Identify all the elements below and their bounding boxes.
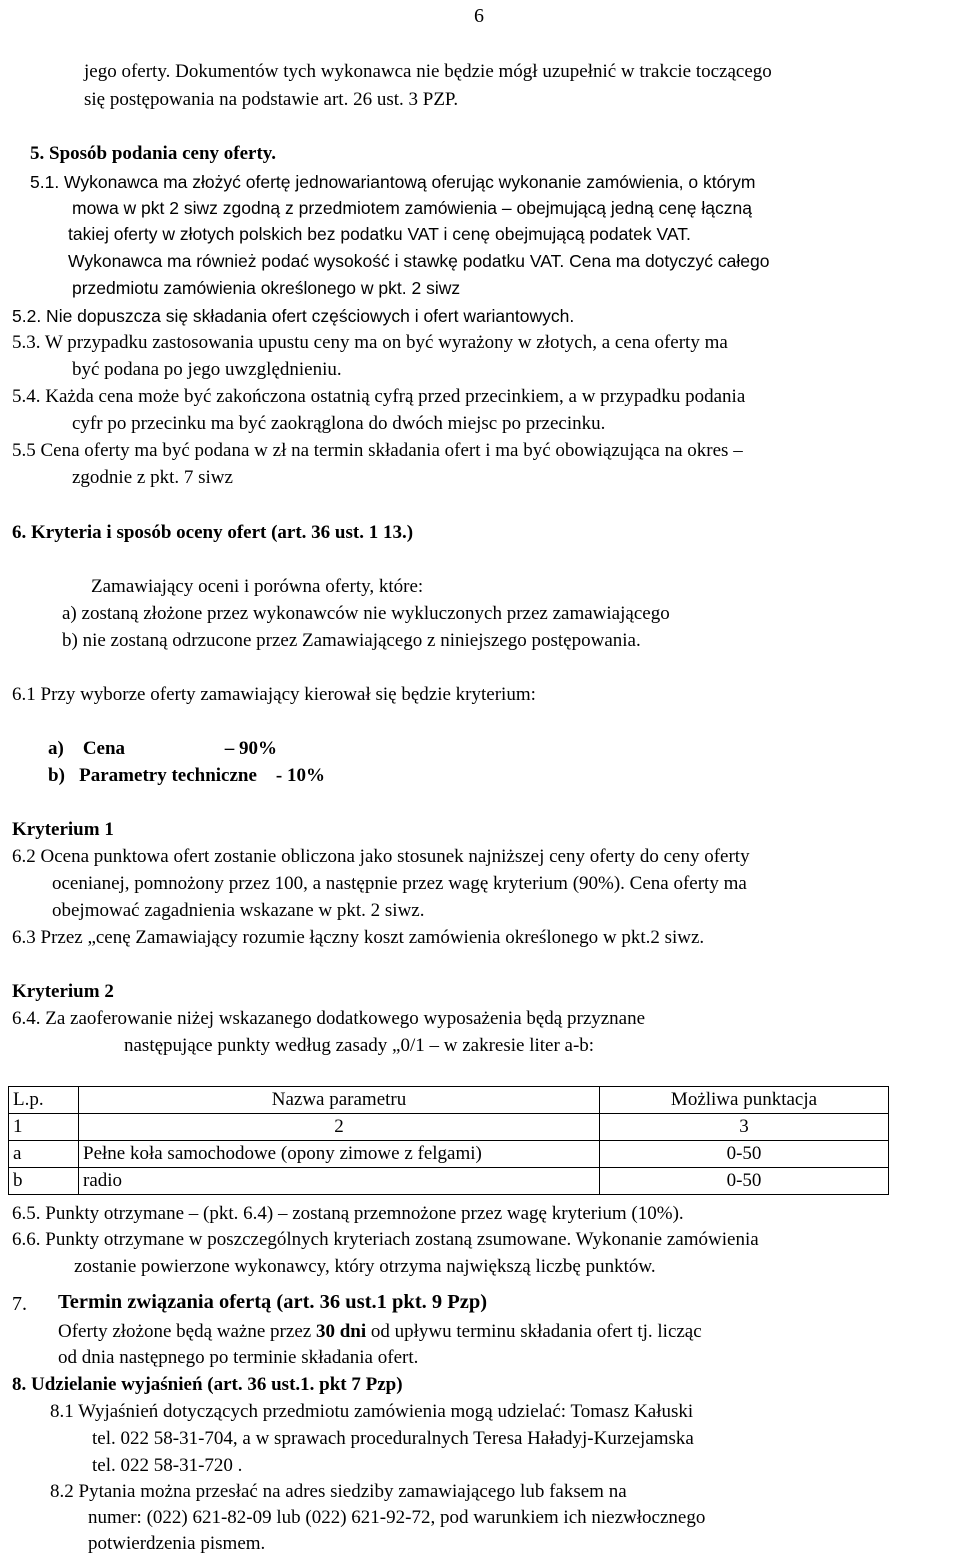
table-cell: 0-50 (600, 1168, 889, 1195)
para-6-1: 6.1 Przy wyborze oferty zamawiający kierował się będzie kryterium: (12, 684, 536, 705)
para-8-1-line-3: tel. 022 58-31-720 . (92, 1455, 243, 1476)
para-6-6-line-1: 6.6. Punkty otrzymane w poszczególnych kryteriach zostaną zsumowane. Wykonanie zamówienia (12, 1229, 759, 1250)
para-5-3-line-2: być podana po jego uwzględnieniu. (72, 359, 342, 380)
section-7-heading: Termin związania ofertą (art. 36 ust.1 pkt. 9 Pzp) (58, 1291, 488, 1313)
table-cell: 3 (600, 1114, 889, 1141)
section-7-line-1 (58, 1321, 702, 1343)
para-8-2-line-2: numer: (022) 621-82-09 lub (022) 621-92-72, pod warunkiem ich niezwłocznego (88, 1507, 706, 1528)
condition-a: a) zostaną złożone przez wykonawców nie wykluczonych przez zamawiającego (62, 603, 670, 624)
table-header-row (9, 1087, 889, 1114)
para-6-5: 6.5. Punkty otrzymane – (pkt. 6.4) – zostaną przemnożone przez wagę kryterium (10%). (12, 1203, 684, 1224)
para-6-2-line-3: obejmować zagadnienia wskazane w pkt. 2 siwz. (52, 900, 425, 921)
section-7-line-2: od dnia następnego po terminie składania ofert. (58, 1347, 419, 1368)
para-6-3: 6.3 Przez „cenę Zamawiający rozumie łączny koszt zamówienia określonego w pkt.2 siwz. (12, 927, 705, 948)
kryterium-2-heading: Kryterium 2 (12, 981, 114, 1002)
criterion-b: b) Parametry techniczne - 10% (48, 765, 326, 786)
table-cell: 2 (79, 1114, 600, 1141)
section-6-intro: Zamawiający oceni i porówna oferty, które: (91, 576, 424, 597)
para-5-1-line-2: mowa w pkt 2 siwz zgodną z przedmiotem zamówienia – obejmującą jedną cenę łączną (72, 198, 752, 218)
para-8-2-line-3: potwierdzenia pismem. (88, 1533, 266, 1554)
criterion-a: a) Cena – 90% (48, 738, 278, 759)
para-5-4-line-2: cyfr po przecinku ma być zaokrąglona do dwóch miejsc po przecinku. (72, 413, 606, 434)
table-header-cell: Nazwa parametru (79, 1087, 600, 1114)
table-cell: Pełne koła samochodowe (opony zimowe z felgami) (79, 1141, 600, 1168)
para-6-6-line-2: zostanie powierzone wykonawcy, który otrzyma największą liczbę punktów. (74, 1256, 656, 1277)
section-7-line-1-post: od upływu terminu składania ofert tj. licząc (366, 1321, 702, 1342)
para-8-1-line-2: tel. 022 58-31-704, a w sprawach proceduralnych Teresa Haładyj-Kurzejamska (92, 1428, 694, 1449)
para-5-1-line-3: takiej oferty w złotych polskich bez podatku VAT i cenę obejmującą podatek VAT. (68, 224, 691, 244)
para-6-2-line-2: ocenianej, pomnożony przez 100, a następnie przez wagę kryterium (90%). Cena oferty ma (52, 873, 747, 894)
table-cell: radio (79, 1168, 600, 1195)
table-cell: 1 (9, 1114, 79, 1141)
para-5-5-line-2: zgodnie z pkt. 7 siwz (72, 467, 233, 488)
section-8-heading: 8. Udzielanie wyjaśnień (art. 36 ust.1. pkt 7 Pzp) (12, 1374, 403, 1395)
table-header-cell: L.p. (9, 1087, 79, 1114)
table-header-cell: Możliwa punktacja (600, 1087, 889, 1114)
para-5-1-line-5: przedmiotu zamówienia określonego w pkt. 2 siwz (72, 278, 461, 298)
validity-period: 30 dni (315, 1321, 367, 1342)
para-5-5-line-1: 5.5 Cena oferty ma być podana w zł na termin składania ofert i ma być obowiązująca na okres – (12, 440, 743, 461)
condition-b: b) nie zostaną odrzucone przez Zamawiającego z niniejszego postępowania. (62, 630, 641, 651)
page-number: 6 (474, 5, 484, 27)
para-5-3-line-1: 5.3. W przypadku zastosowania upustu ceny ma on być wyrażony w złotych, a cena oferty ma (12, 332, 728, 353)
para-5-1-line-4: Wykonawca ma również podać wysokość i stawkę podatku VAT. Cena ma dotyczyć całego (68, 251, 770, 271)
section-7-line-1-pre: Oferty złożone będą ważne przez (58, 1321, 316, 1342)
para-6-4-line-1: 6.4. Za zaoferowanie niżej wskazanego dodatkowego wyposażenia będą przyznane (12, 1008, 646, 1029)
para-6-4-line-2: następujące punkty według zasady „0/1 – w zakresie liter a-b: (124, 1035, 595, 1056)
para-5-2: 5.2. Nie dopuszcza się składania ofert częściowych i ofert wariantowych. (12, 306, 575, 326)
intro-line-2: się postępowania na podstawie art. 26 ust. 3 PZP. (84, 89, 459, 110)
intro-line-1: jego oferty. Dokumentów tych wykonawca nie będzie mógł uzupełnić w trakcie toczącego (84, 61, 772, 82)
table-row (9, 1168, 889, 1195)
para-5-1-line-1: 5.1. Wykonawca ma złożyć ofertę jednowariantową oferując wykonanie zamówienia, o którym (30, 172, 756, 192)
para-8-2-line-1: 8.2 Pytania można przesłać na adres siedziby zamawiającego lub faksem na (50, 1481, 627, 1502)
kryterium-1-heading: Kryterium 1 (12, 819, 114, 840)
table-cell: 0-50 (600, 1141, 889, 1168)
table-cell: a (9, 1141, 79, 1168)
section-7-number: 7. (12, 1293, 27, 1315)
scoring-table (8, 1086, 889, 1195)
para-8-1-line-1: 8.1 Wyjaśnień dotyczących przedmiotu zamówienia mogą udzielać: Tomasz Kałuski (50, 1401, 694, 1422)
section-5-heading: 5. Sposób podania ceny oferty. (30, 143, 276, 164)
para-5-4-line-1: 5.4. Każda cena może być zakończona ostatnią cyfrą przed przecinkiem, a w przypadku podania (12, 386, 746, 407)
table-cell: b (9, 1168, 79, 1195)
table-row (9, 1141, 889, 1168)
section-6-heading: 6. Kryteria i sposób oceny ofert (art. 36 ust. 1 13.) (12, 522, 414, 543)
para-6-2-line-1: 6.2 Ocena punktowa ofert zostanie obliczona jako stosunek najniższej ceny oferty do ceny oferty (12, 846, 750, 867)
table-row (9, 1114, 889, 1141)
